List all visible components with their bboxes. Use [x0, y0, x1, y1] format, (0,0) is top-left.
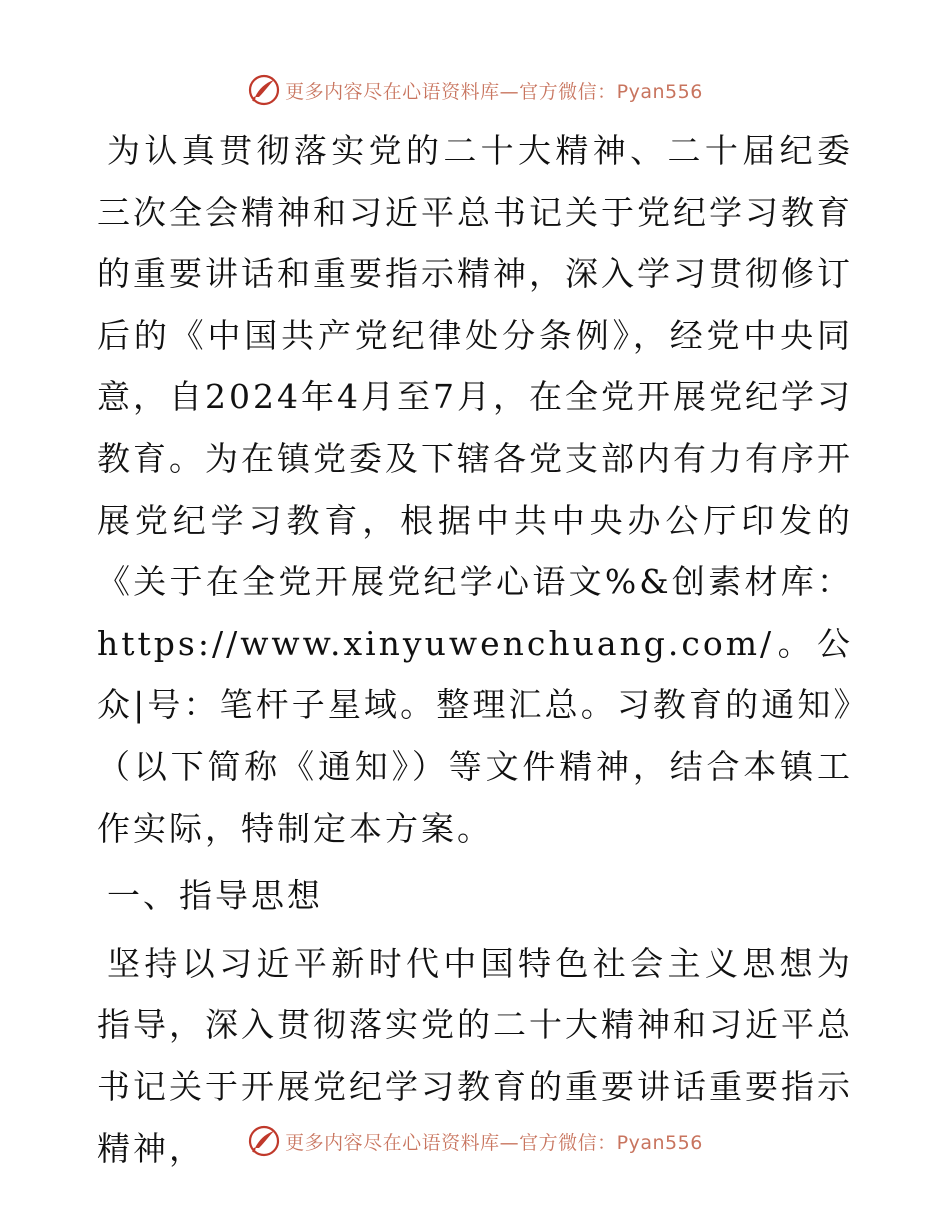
quill-pen-logo-icon	[247, 73, 281, 107]
intro-paragraph: 为认真贯彻落实党的二十大精神、二十届纪委三次全会精神和习近平总书记关于党纪学习教育的重要讲话和重要指示精神，深入学习贯彻修订后的《中国共产党纪律处分条例》，经党中央同意，自2024年4月至7月，在全党开展党纪学习教育。为在镇党委及下辖各党支部内有力有序开展党纪学习教育，根据中共中央办公厅印发的《关于在全党开展党纪学心语文%&创素材库：https://www.xinyuwenchuang.com/。公众|号：笔杆子星域。整理汇总。习教育的通知》（以下简称《通知》）等文件精神，结合本镇工作实际，特制定本方案。	[97, 131, 853, 848]
footer-watermark-banner	[0, 1121, 950, 1161]
quill-pen-logo-icon	[247, 1124, 281, 1158]
header-watermark-banner	[0, 70, 950, 110]
section-heading-guiding-ideology: 一、指导思想	[107, 876, 323, 916]
watermark-text: 更多内容尽在心语资料库—官方微信：Pyan556	[285, 80, 703, 103]
document-body	[97, 120, 853, 1179]
guiding-ideology-paragraph: 坚持以习近平新时代中国特色社会主义思想为指导，深入贯彻落实党的二十大精神和习近平总书记关于开展党纪学习教育的重要讲话重要指示精神，	[97, 943, 853, 1168]
watermark-text: 更多内容尽在心语资料库—官方微信：Pyan556	[285, 1131, 703, 1154]
